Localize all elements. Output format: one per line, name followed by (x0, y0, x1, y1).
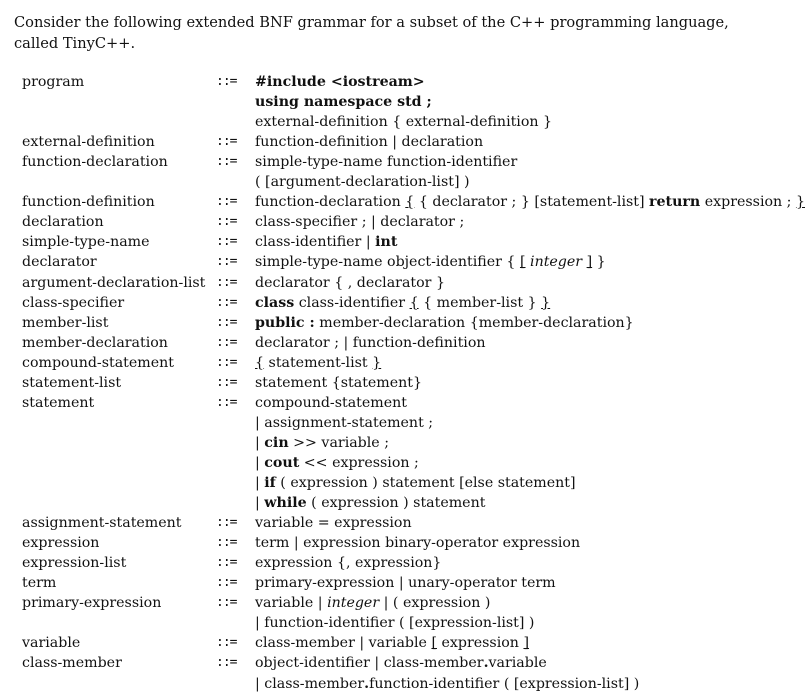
production-separator: ::= (216, 394, 237, 410)
rule-production-line (255, 633, 529, 653)
rule-production-line (255, 112, 552, 132)
production-text: class-identifier (294, 294, 410, 311)
rule-name: function-declaration (22, 154, 168, 171)
production-text: { declarator ; } [statement-list] (414, 194, 650, 211)
production-separator: ::= (216, 214, 237, 230)
production-text: | function-identifier ( [expression-list] ) (255, 615, 535, 632)
rule-name: term (22, 575, 57, 592)
rule-production-line (255, 413, 433, 433)
rule-name: expression (22, 535, 100, 552)
rule-production-line (255, 653, 547, 673)
keyword: return (649, 194, 701, 211)
literal-brace: } (795, 194, 805, 211)
production-text: simple-type-name object-identifier { (255, 254, 520, 271)
production-text: term | expression binary-operator expression (255, 535, 581, 552)
rule-production-line (255, 212, 464, 232)
production-separator: ::= (216, 595, 237, 611)
rule-production-line (255, 72, 425, 92)
rule-name: assignment-statement (22, 515, 182, 532)
rule-name: function-definition (22, 194, 155, 211)
production-separator: ::= (216, 274, 237, 290)
production-text: class-identifier | (255, 234, 376, 251)
production-text: | (255, 454, 265, 471)
production-separator: ::= (216, 334, 237, 350)
rule-name: compound-statement (22, 354, 174, 371)
rule-production-line (255, 573, 556, 593)
production-text: function-declaration (255, 194, 406, 211)
rule-production-line (255, 393, 407, 413)
rule-production-line (255, 674, 639, 694)
rule-production-line (255, 293, 550, 313)
keyword: class (255, 294, 295, 311)
literal-brace: { (405, 194, 415, 211)
production-text: variable (488, 655, 547, 672)
production-text: expression {, expression} (255, 555, 442, 572)
rule-name: argument-declaration-list (22, 274, 206, 291)
production-text: ( expression ) statement [else statement] (275, 475, 576, 491)
production-separator: ::= (216, 294, 237, 310)
production-separator: ::= (216, 535, 237, 551)
production-separator: ::= (216, 194, 237, 210)
rule-production-line (255, 273, 445, 293)
production-text: function-identifier ( [expression-list] ) (369, 675, 640, 692)
production-text: ( expression ) statement (306, 495, 486, 512)
rule-production-line (255, 132, 483, 152)
rule-production-line (255, 192, 805, 212)
rule-production-line (255, 333, 486, 353)
production-text: expression (436, 635, 524, 652)
production-text: | ( expression ) (379, 595, 491, 612)
terminal-italic: integer (530, 254, 583, 271)
production-separator: ::= (216, 354, 237, 370)
rule-name: statement (22, 394, 95, 411)
production-text: | (255, 475, 265, 491)
keyword: cin (264, 434, 289, 451)
production-text: >> variable ; (288, 434, 389, 451)
rule-name: primary-expression (22, 595, 162, 612)
production-separator: ::= (216, 555, 237, 571)
rule-name: declaration (22, 214, 104, 231)
production-text: function-definition | declaration (255, 134, 484, 151)
keyword: if (264, 475, 276, 491)
production-text: primary-expression | unary-operator term (255, 575, 556, 592)
production-separator: ::= (216, 154, 237, 170)
literal-brace: ] (586, 254, 593, 271)
production-separator: ::= (216, 314, 237, 330)
rule-name: program (22, 74, 85, 90)
keyword: while (264, 495, 307, 512)
keyword: public : (255, 314, 315, 331)
production-text: | (255, 434, 265, 451)
production-text: simple-type-name function-identifier (255, 154, 518, 171)
production-text: | (255, 495, 265, 512)
rule-name: class-specifier (22, 294, 125, 311)
rule-production-line (255, 513, 412, 533)
production-text: variable | (255, 595, 328, 612)
rule-production-line (255, 232, 397, 252)
production-text: declarator ; | function-definition (255, 334, 486, 351)
rule-name: external-definition (22, 134, 155, 151)
production-text: class-specifier ; | declarator ; (255, 214, 465, 231)
production-text: | class-member (255, 675, 365, 692)
production-text: declarator { , declarator } (255, 274, 445, 291)
rule-production-line (255, 453, 419, 473)
production-text: << expression ; (299, 454, 419, 471)
rule-production-line (255, 433, 389, 453)
literal-brace: ] (523, 635, 529, 652)
production-text: variable = expression (255, 515, 412, 532)
rule-production-line (255, 313, 634, 333)
production-separator: ::= (216, 254, 237, 270)
literal-brace: { (409, 294, 419, 311)
production-text: ( [argument-declaration-list] ) (255, 174, 470, 191)
production-text: expression ; (700, 194, 796, 211)
intro-line-1: Consider the following extended BNF grammar for a subset of the C++ programming language, (14, 14, 729, 31)
production-text: | assignment-statement ; (255, 414, 434, 431)
rule-production-line (255, 533, 580, 553)
rule-name: variable (22, 635, 81, 652)
production-separator: ::= (216, 655, 237, 671)
intro-line-2: called TinyC++. (14, 35, 136, 52)
production-separator: ::= (216, 74, 237, 89)
rule-name: expression-list (22, 555, 127, 572)
production-separator: ::= (216, 635, 237, 651)
production-separator: ::= (216, 515, 237, 531)
rule-production-line (255, 593, 490, 613)
rule-name: class-member (22, 655, 122, 672)
production-text: external-definition { external-definition } (255, 114, 553, 131)
production-text: } (592, 254, 606, 271)
rule-name: member-list (22, 314, 109, 331)
terminal-italic: integer (327, 595, 380, 612)
production-text: class-member | variable (255, 635, 432, 652)
literal-brace: { (255, 354, 265, 371)
keyword: . (364, 675, 370, 692)
keyword: using namespace std ; (255, 94, 432, 111)
keyword: cout (264, 454, 300, 471)
production-text: statement-list (264, 354, 373, 371)
production-text: compound-statement (255, 394, 407, 411)
rule-name: statement-list (22, 374, 122, 391)
rule-production-line (255, 493, 485, 513)
keyword: . (483, 655, 489, 672)
production-text: statement {statement} (255, 374, 423, 391)
rule-production-line (255, 252, 606, 272)
literal-brace: [ (519, 254, 526, 271)
literal-brace: [ (431, 635, 437, 652)
rule-production-line (255, 92, 432, 112)
production-text: { member-list } (418, 294, 542, 311)
literal-brace: } (541, 294, 551, 311)
production-separator: ::= (216, 575, 237, 591)
rule-production-line (255, 613, 534, 633)
rule-production-line (255, 152, 517, 172)
rule-name: simple-type-name (22, 234, 150, 251)
rule-production-line (255, 553, 441, 573)
production-separator: ::= (216, 374, 237, 390)
rule-name: member-declaration (22, 334, 168, 351)
rule-production-line (255, 353, 381, 373)
rule-production-line (255, 172, 470, 192)
rule-name: declarator (22, 254, 97, 271)
keyword: #include <iostream> (255, 74, 425, 90)
production-separator: ::= (216, 234, 237, 250)
production-text: object-identifier | class-member (255, 655, 484, 672)
literal-brace: } (372, 354, 382, 371)
rule-production-line (255, 373, 422, 393)
production-separator: ::= (216, 134, 237, 150)
rule-production-line (255, 473, 576, 493)
keyword: int (375, 234, 398, 251)
production-text: member-declaration {member-declaration} (314, 314, 634, 331)
